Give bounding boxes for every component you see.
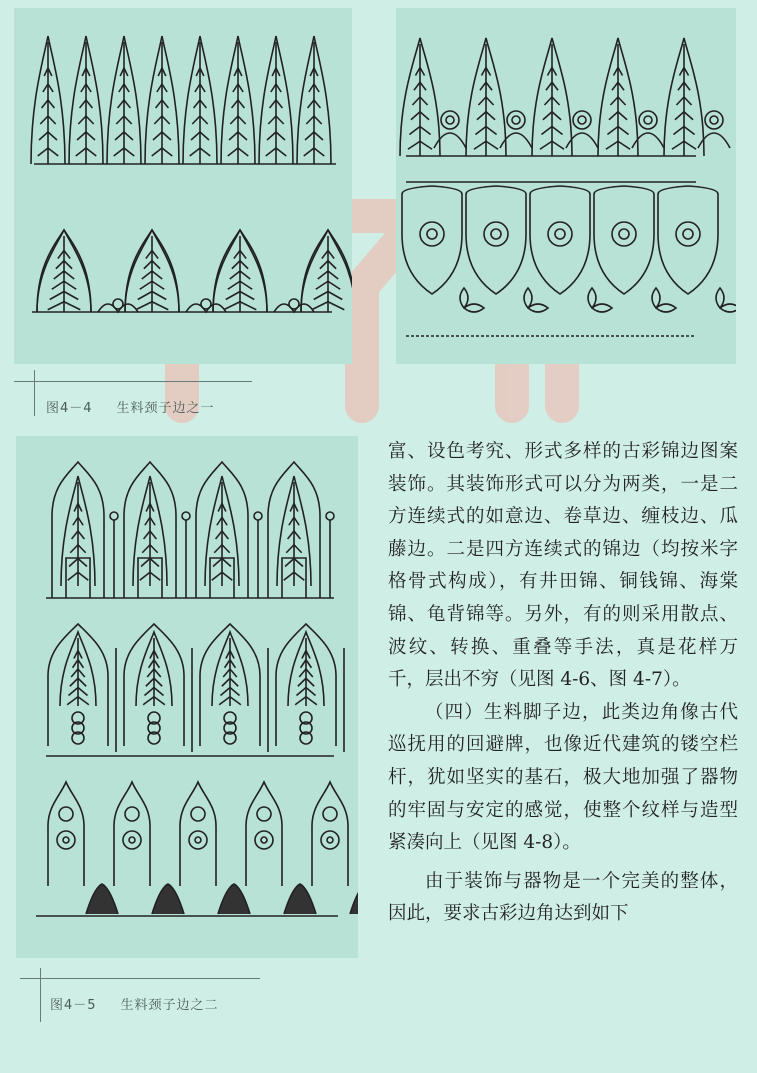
paragraph-3: 由于装饰与器物是一个完美的整体，因此，要求古彩边角达到如下 <box>388 870 738 925</box>
figure-4-4-caption <box>46 397 215 416</box>
figure-4-5-title: 生料颈子边之二 <box>120 998 219 1013</box>
paragraph-1: 富、设色考究、形式多样的古彩锦边图案装饰。其装饰形式可以分为两类，一是二方连续式的如意边、卷草边、缠枝边、瓜藤边。二是四方连续式的锦边（均按米字格骨式构成），有井田锦、铜钱锦、海棠锦、龟背锦等。另外，有的则采用散点、波纹、转换、重叠等手法，真是花样万千，层出不穷（见图 4-6、图 4-7）。 <box>388 441 738 691</box>
figure-4-5-caption <box>50 994 219 1013</box>
paragraph-2: （四）生料脚子边，此类边角像古代巡抚用的回避牌，也像近代建筑的镂空栏杆，犹如坚实的基石，极大地加强了器物的牢固与安定的感觉，使整个纹样与造型紧凑向上（见图 4-8）。 <box>388 701 738 854</box>
figure-4-4-left-illustration <box>14 8 352 364</box>
body-text <box>388 436 738 931</box>
figure-4-4-title: 生料颈子边之一 <box>116 401 215 416</box>
figure-4-5-illustration <box>16 436 358 958</box>
figure-4-5-number: 图4－5 <box>50 998 97 1013</box>
figure-4-4-number: 图4－4 <box>46 401 93 416</box>
figure-4-4-right-illustration <box>396 8 736 364</box>
